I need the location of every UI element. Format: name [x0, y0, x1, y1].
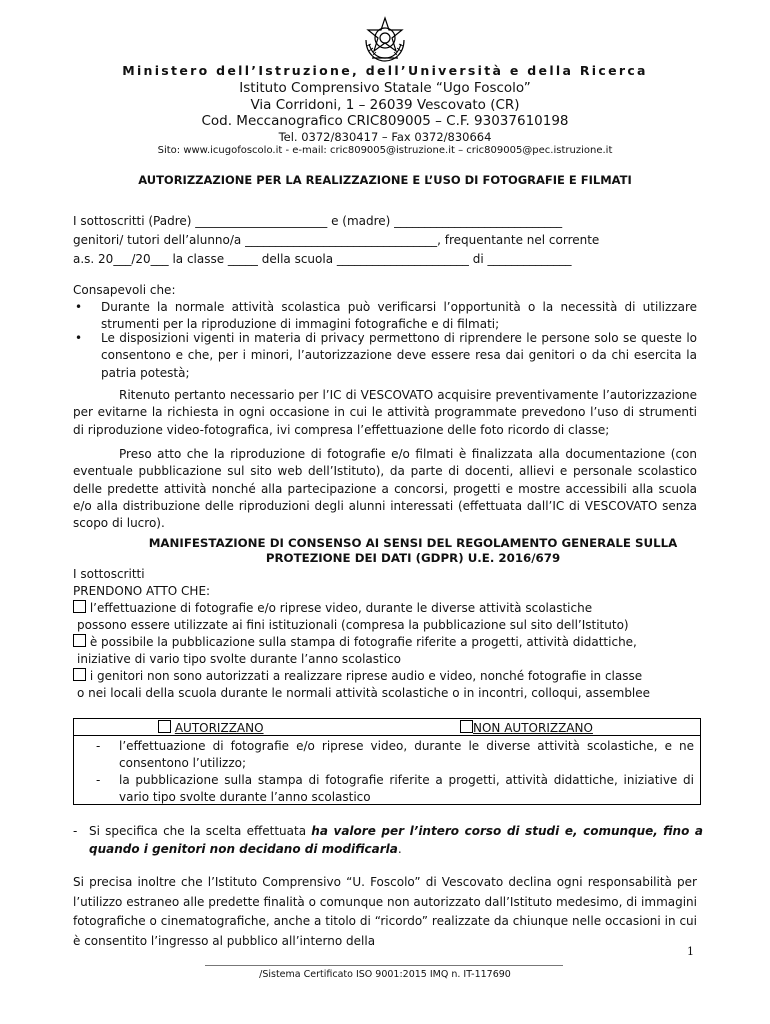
autorizzano-option[interactable]: AUTORIZZANO — [158, 720, 264, 735]
consent-item-2: è possibile la pubblicazione sulla stampa di fotografie riferite a progetti, attività didattiche, iniziative di vario tipo svolte durante l’anno scolastico — [73, 634, 703, 668]
paragraph-preso-atto: Preso atto che la riproduzione di fotografie e/o filmati è finalizzata alla documentazione (con eventuale pubblicazione sul sito web dell’Istituto), da parte di docenti, allievi e personale scolastico delle predette attività nonché alla partecipazione a concorsi, progetti e mostre accessibili alla scuola e/o alla distribuzione delle riproduzioni degli alunni interessati (effettuata dall’IC di VESCOVATO senza scopo di lucro). — [73, 447, 697, 531]
footer-certification: /Sistema Certificato ISO 9001:2015 IMQ n. IT-117690 — [259, 969, 511, 980]
bullet-icon: • — [75, 331, 83, 345]
checkbox[interactable] — [73, 634, 86, 647]
school-codes: Cod. Meccanografico CRIC809005 – C.F. 93037610198 — [201, 113, 569, 129]
consent-prendono: PRENDONO ATTO CHE: — [73, 584, 211, 598]
paragraph-ritenuto: Ritenuto pertanto necessario per l’IC di VESCOVATO acquisire preventivamente l’autorizzazione per evitarne la richiesta in ogni occasione in cui le attività programmate prevedono l’uso di strumenti di riproduzione video-fotografica, ivi compresa l’effettuazione delle foto ricordo di classe; — [73, 388, 697, 437]
school-name: Istituto Comprensivo Statale “Ugo Foscolo” — [239, 80, 531, 96]
bullet-text: Durante la normale attività scolastica può verificarsi l’opportunità o la necessità di utilizzare strumenti per la riproduzione di immagini fotografiche e di filmati; — [101, 300, 697, 332]
validity-note: - Si specifica che la scelta effettuata ha valore per l’intero corso di studi e, comunque, fino a quando i genitori non decidano di modificarla. — [73, 824, 704, 856]
table-divider — [74, 735, 700, 736]
page-number: 1 — [687, 945, 694, 958]
consent-subscribers: I sottoscritti — [73, 567, 145, 581]
form-class-line: a.s. 20___/20___ la classe _____ della scuola ______________________ di ______________ — [73, 252, 572, 266]
form-parents-line: I sottoscritti (Padre) ______________________ e (madre) ____________________________ — [73, 214, 563, 228]
checkbox[interactable] — [73, 600, 86, 613]
bullet-text: Le disposizioni vigenti in materia di privacy permettono di riprendere le persone solo se queste lo consentono e che, per i minori, l’autorizzazione deve essere resa dai genitori o da chi esercita la patria potestà; — [101, 331, 697, 380]
form-student-line: genitori/ tutori dell’alunno/a ________________________________, frequentante nel corrente — [73, 233, 600, 247]
closing-paragraph: Si precisa inoltre che l’Istituto Comprensivo “U. Foscolo” di Vescovato declina ogni responsabilità per l’utilizzo estraneo alle predette finalità o comunque non autorizzato dall’Istituto medesimo, di immagini fotografiche o cinematografiche, anche a titolo di “ricordo” realizzate da chiunque nelle occasioni in cui è consentito l’ingresso al pubblico all’interno della — [73, 875, 697, 948]
footer-divider — [205, 965, 563, 966]
bullet-icon: • — [75, 300, 83, 314]
checkbox-autorizzano[interactable] — [158, 720, 171, 733]
republic-emblem-icon — [362, 14, 408, 64]
school-contacts: Sito: www.icugofoscolo.it - e-mail: cric809005@istruzione.it – cric809005@pec.istruzione.it — [157, 145, 613, 156]
consent-item-3: i genitori non sono autorizzati a realizzare riprese audio e video, nonché fotografie in classe o nei locali della scuola durante le normali attività scolastiche o in incontri, colloqui, assemblee — [73, 668, 703, 702]
authorization-table — [73, 718, 701, 805]
table-row: - l’effettuazione di fotografie e/o riprese video, durante le diverse attività scolastiche, e ne consentono l’utilizzo; — [96, 739, 694, 770]
checkbox-non-autorizzano[interactable] — [460, 720, 473, 733]
consapevoli-intro: Consapevoli che: — [73, 283, 176, 297]
school-address: Via Corridoni, 1 – 26039 Vescovato (CR) — [250, 97, 520, 113]
document-title: AUTORIZZAZIONE PER LA REALIZZAZIONE E L’USO DI FOTOGRAFIE E FILMATI — [138, 173, 632, 187]
ministry-heading: Ministero dell’Istruzione, dell’Università e della Ricerca — [122, 63, 648, 78]
table-row: - la pubblicazione sulla stampa di fotografie riferite a progetti, attività didattiche, iniziative di vario tipo svolte durante l’anno scolastico — [96, 773, 694, 804]
checkbox[interactable] — [73, 668, 86, 681]
consent-heading: MANIFESTAZIONE DI CONSENSO AI SENSI DEL REGOLAMENTO GENERALE SULLA PROTEZIONE DEI DATI (GDPR) U.E. 2016/679 — [148, 536, 678, 565]
school-phone: Tel. 0372/830417 – Fax 0372/830664 — [278, 130, 492, 144]
non-autorizzano-option[interactable]: NON AUTORIZZANO — [460, 720, 593, 735]
consent-item-1: l’effettuazione di fotografie e/o riprese video, durante le diverse attività scolastiche possono essere utilizzate ai fini istituzionali (compresa la pubblicazione sul sito dell’Istituto) — [73, 600, 703, 634]
list-item — [73, 330, 697, 382]
